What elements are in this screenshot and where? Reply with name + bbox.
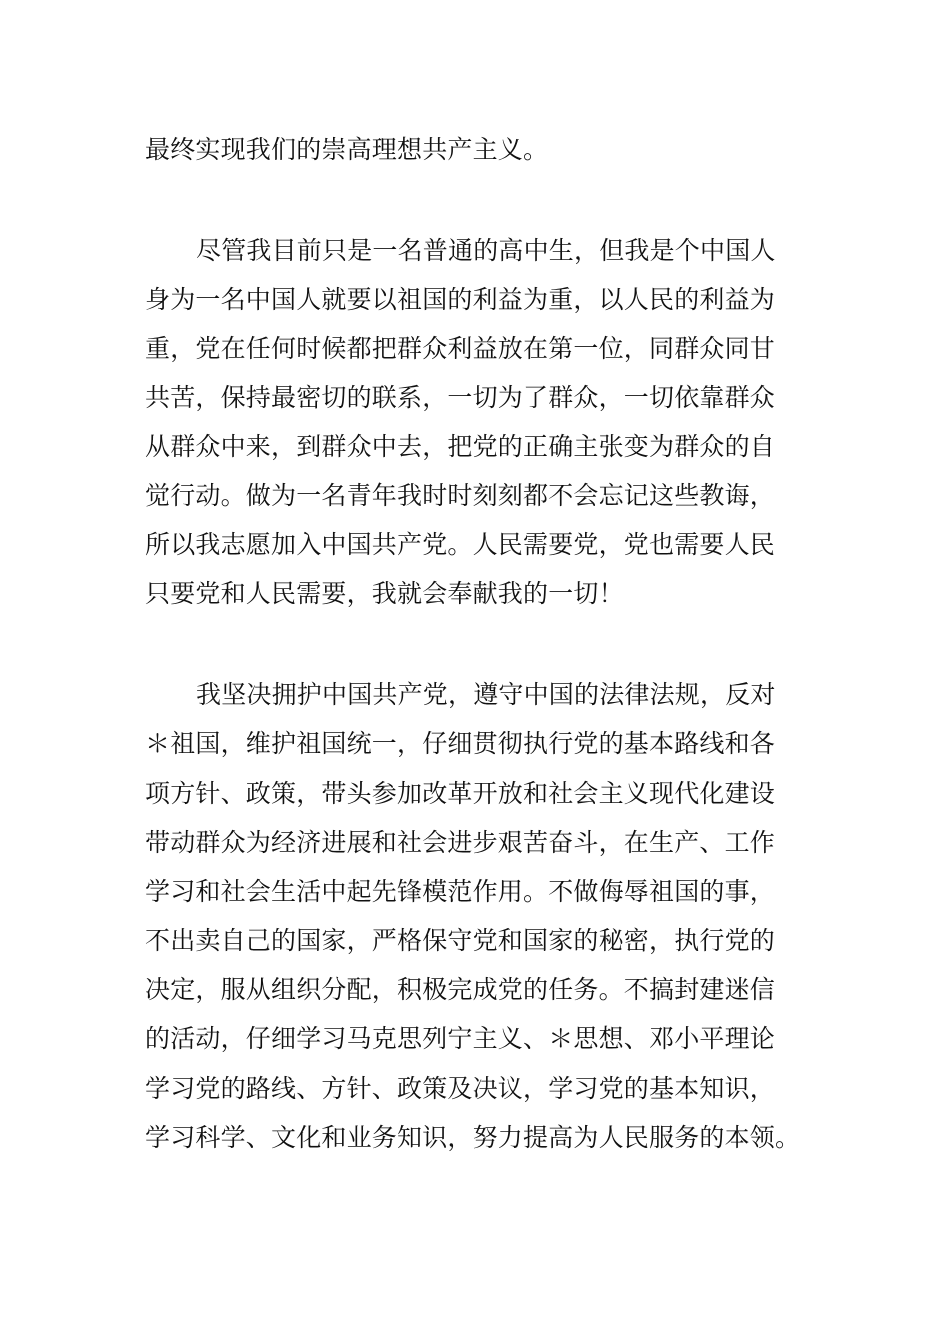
text-line: 重，党在任何时候都把群众利益放在第一位，同群众同甘 [145, 334, 776, 363]
text-line: 共苦，保持最密切的联系，一切为了群众，一切依靠群众 [145, 383, 776, 412]
text-line: 学习和社会生活中起先锋模范作用。不做侮辱祖国的事， [145, 877, 776, 906]
text-line: 觉行动。做为一名青年我时时刻刻都不会忘记这些教诲， [145, 481, 776, 510]
text-line: ＊祖国，维护祖国统一，仔细贯彻执行党的基本路线和各 [145, 729, 776, 758]
text-line: 项方针、政策，带头参加改革开放和社会主义现代化建设 [145, 779, 776, 808]
text-line: 我坚决拥护中国共产党，遵守中国的法律法规，反对 [196, 680, 776, 709]
text-line: 最终实现我们的崇高理想共产主义。 [145, 135, 549, 164]
text-line: 从群众中来，到群众中去，把党的正确主张变为群众的自 [145, 432, 776, 461]
text-line: 学习党的路线、方针、政策及决议，学习党的基本知识， [145, 1074, 776, 1103]
text-line: 带动群众为经济进展和社会进步艰苦奋斗，在生产、工作 [145, 828, 776, 857]
text-line: 所以我志愿加入中国共产党。人民需要党，党也需要人民 [145, 530, 776, 559]
text-line: 决定，服从组织分配，积极完成党的任务。不搞封建迷信 [145, 975, 776, 1004]
text-line: 只要党和人民需要，我就会奉献我的一切！ [145, 579, 624, 608]
text-line: 身为一名中国人就要以祖国的利益为重，以人民的利益为 [145, 285, 776, 314]
text-line: 尽管我目前只是一名普通的高中生，但我是个中国人 [196, 236, 776, 265]
text-line: 学习科学、文化和业务知识，努力提高为人民服务的本领。 [145, 1123, 801, 1152]
text-line: 的活动，仔细学习马克思列宁主义、＊思想、邓小平理论 [145, 1024, 776, 1053]
text-line: 不出卖自己的国家，严格保守党和国家的秘密，执行党的 [145, 926, 776, 955]
